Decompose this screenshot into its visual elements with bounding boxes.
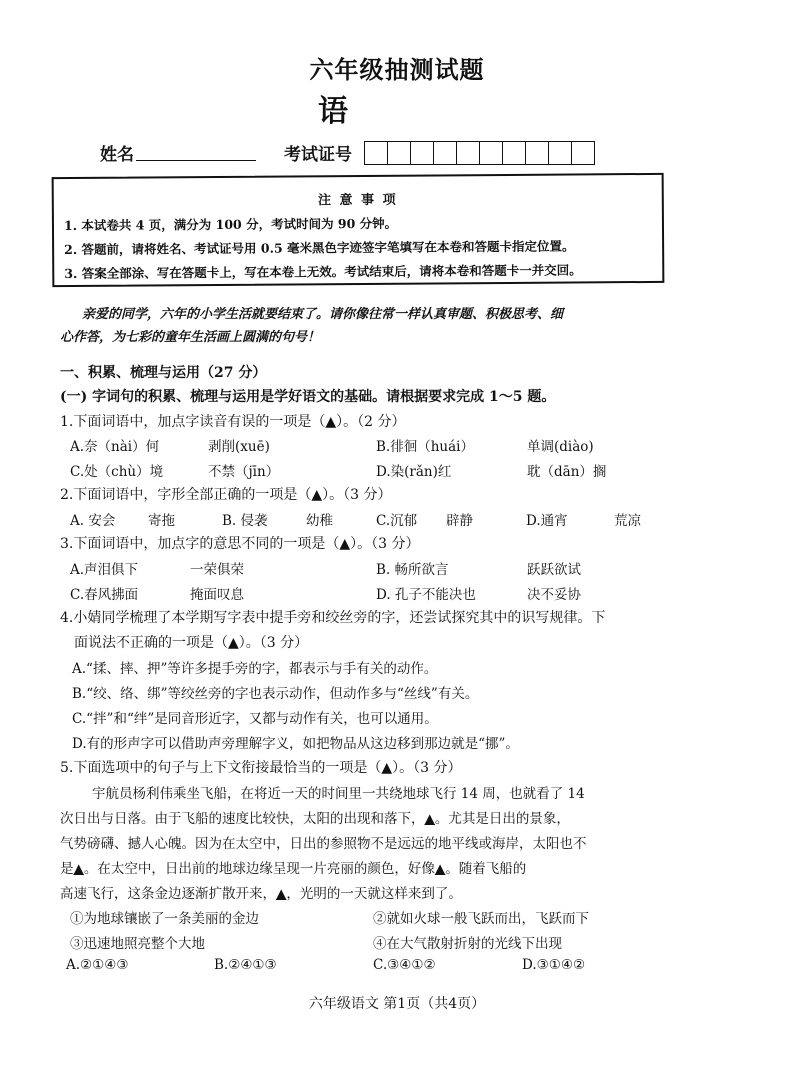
- q1-option: D.染(rǎn)红: [376, 464, 452, 480]
- notice-item: 1. 本试卷共 4 页，满分为 100 分，考试时间为 90 分钟。: [63, 215, 398, 234]
- q3-option: A.声泪俱下: [70, 562, 139, 578]
- id-box[interactable]: [572, 142, 594, 164]
- q5-passage-line: [60, 857, 526, 877]
- q5-option: A.②①④③: [66, 957, 129, 973]
- q1-option: A.奈（nài）何: [70, 439, 160, 455]
- question-5-stem: 5.下面选项中的句子与上下文衔接最恰当的一项是（▲）。（3 分）: [60, 760, 462, 776]
- q1-option: 单调(diào): [527, 439, 594, 455]
- q5-blank: ▲: [424, 811, 435, 827]
- notice-item: 2. 答题前，请将姓名、考试证号用 0.5 毫米黑色字迹签字笔填写在本卷和答题卡指定位置。: [64, 238, 575, 258]
- id-box[interactable]: [503, 142, 526, 164]
- notice-box: [52, 173, 665, 287]
- id-box[interactable]: [457, 142, 480, 164]
- id-box[interactable]: [549, 142, 572, 164]
- q2-option: 幼稚: [306, 513, 333, 529]
- q3-option: B. 畅所欲言: [376, 562, 449, 578]
- q5-sentence: ②就如火球一般飞跃而出，飞跃而下: [373, 911, 589, 927]
- name-field[interactable]: [136, 144, 256, 161]
- q5-passage-line: 气势磅礴、撼人心魄。因为在太空中，日出的参照物不是远远的地平线或海岸，太阳也不: [60, 836, 587, 852]
- q3-option: D. 孔子不能决也: [376, 587, 476, 603]
- q5-passage-text: 。随着飞船的: [445, 861, 527, 877]
- q1-option: 耽（dān）搁: [527, 464, 607, 480]
- q5-passage-line: 宇航员杨利伟乘坐飞船，在将近一天的时间里一共绕地球飞行 14 周，也就看了 14: [92, 786, 585, 802]
- id-label: 考试证号: [284, 145, 352, 165]
- id-box[interactable]: [480, 142, 503, 164]
- q1-option: B.徘徊（huái）: [376, 439, 474, 455]
- subject-title: 语: [318, 94, 348, 129]
- id-box[interactable]: [388, 142, 411, 164]
- intro-line: 心作答，为七彩的童年生活画上圆满的句号！: [60, 330, 321, 345]
- q5-passage-text: 是: [60, 861, 74, 877]
- q4-option: B.“绞、络、绑”等绞丝旁的字也表示动作，但动作多与“丝线”有关。: [72, 686, 479, 702]
- q5-passage-line: [60, 807, 570, 827]
- q3-option: 掩面叹息: [190, 587, 244, 603]
- q5-sentence: ①为地球镶嵌了一条美丽的金边: [70, 911, 259, 927]
- q2-option: C.沉郁: [376, 513, 418, 529]
- name-label: 姓名: [100, 145, 134, 165]
- q5-blank: ▲: [73, 861, 84, 877]
- q2-option: D.通宵: [526, 513, 568, 529]
- q4-option: A.“揉、摔、押”等许多提手旁的字，都表示与手有关的动作。: [72, 661, 438, 677]
- q2-option: 寄拖: [148, 513, 175, 529]
- id-boxes[interactable]: [364, 141, 595, 165]
- q5-blank: ▲: [434, 861, 446, 877]
- notice-item: 3. 答案全部涂、写在答题卡上，写在本卷上无效。考试结束后，请将本卷和答题卡一并交回。: [64, 262, 582, 282]
- question-3-stem: 3.下面词语中，加点字的意思不同的一项是（▲）。（3 分）: [60, 536, 420, 552]
- q5-passage-text: 。尤其是日出的景象，: [434, 811, 570, 827]
- q5-sentence: ④在大气散射折射的光线下出现: [373, 936, 562, 952]
- q2-option: A. 安会: [70, 513, 116, 529]
- q4-option: C.“拌”和“绊”是同音形近字，又都与动作有关，也可以通用。: [72, 711, 438, 727]
- id-box[interactable]: [434, 142, 457, 164]
- q3-option: 跃跃欲试: [527, 562, 581, 578]
- q1-option: 剥削(xuē): [208, 439, 270, 455]
- q5-option: D.③①④②: [522, 957, 586, 973]
- section-heading: 一、积累、梳理与运用（27 分）: [60, 365, 267, 381]
- question-4-stem: 面说法不正确的一项是（▲）。（3 分）: [74, 635, 309, 651]
- exam-title: 六年级抽测试题: [309, 55, 485, 84]
- intro-line: 亲爱的同学，六年的小学生活就要结束了。请你像往常一样认真审题、积极思考、细: [82, 307, 564, 322]
- q2-option: 辟静: [446, 513, 473, 529]
- q5-option: B.②④①③: [214, 957, 277, 973]
- page-footer: 六年级语文 第1页（共4页）: [308, 996, 486, 1012]
- q2-option: B. 侵袭: [222, 513, 268, 529]
- question-2-stem: 2.下面词语中，字形全部正确的一项是（▲）。（3 分）: [60, 487, 392, 503]
- notice-title: 注 意 事 项: [317, 192, 398, 209]
- subsection-heading: (一) 字词句的积累、梳理与运用是学好语文的基础。请根据要求完成 1～5 题。: [60, 389, 556, 405]
- id-box[interactable]: [365, 142, 388, 164]
- q5-passage-text: 次日出与日落。由于飞船的速度比较快，太阳的出现和落下，: [60, 811, 425, 827]
- id-box[interactable]: [526, 142, 549, 164]
- name-id-row: [100, 140, 595, 165]
- q3-option: 一荣俱荣: [190, 562, 244, 578]
- id-box[interactable]: [411, 142, 434, 164]
- q3-option: C.春风拂面: [70, 587, 139, 603]
- q5-passage-text: ，光明的一天就这样来到了。: [286, 886, 462, 902]
- q5-passage-text: 。在太空中，日出前的地球边缘呈现一片亮丽的颜色，好像: [83, 861, 435, 877]
- question-1-stem: 1.下面词语中，加点字读音有误的一项是（▲）。（2 分）: [60, 414, 406, 430]
- question-4-stem: 4.小婧同学梳理了本学期写字表中提手旁和绞丝旁的字，还尝试探究其中的识写规律。下: [60, 610, 606, 626]
- q5-passage-line: [60, 882, 462, 902]
- q1-option: C.处（chù）境: [70, 464, 164, 480]
- q5-option: C.③④①②: [373, 957, 436, 973]
- q2-option: 荒凉: [614, 513, 641, 529]
- q1-option: 不禁（jīn）: [208, 464, 280, 480]
- q5-sentence: ③迅速地照亮整个大地: [70, 936, 205, 952]
- q5-passage-text: 高速飞行，这条金边逐渐扩散开来，: [60, 886, 276, 902]
- q4-option: D.有的形声字可以借助声旁理解字义，如把物品从这边移到那边就是“挪”。: [72, 736, 519, 752]
- q3-option: 决不妥协: [527, 587, 581, 603]
- q5-blank: ▲: [276, 886, 287, 902]
